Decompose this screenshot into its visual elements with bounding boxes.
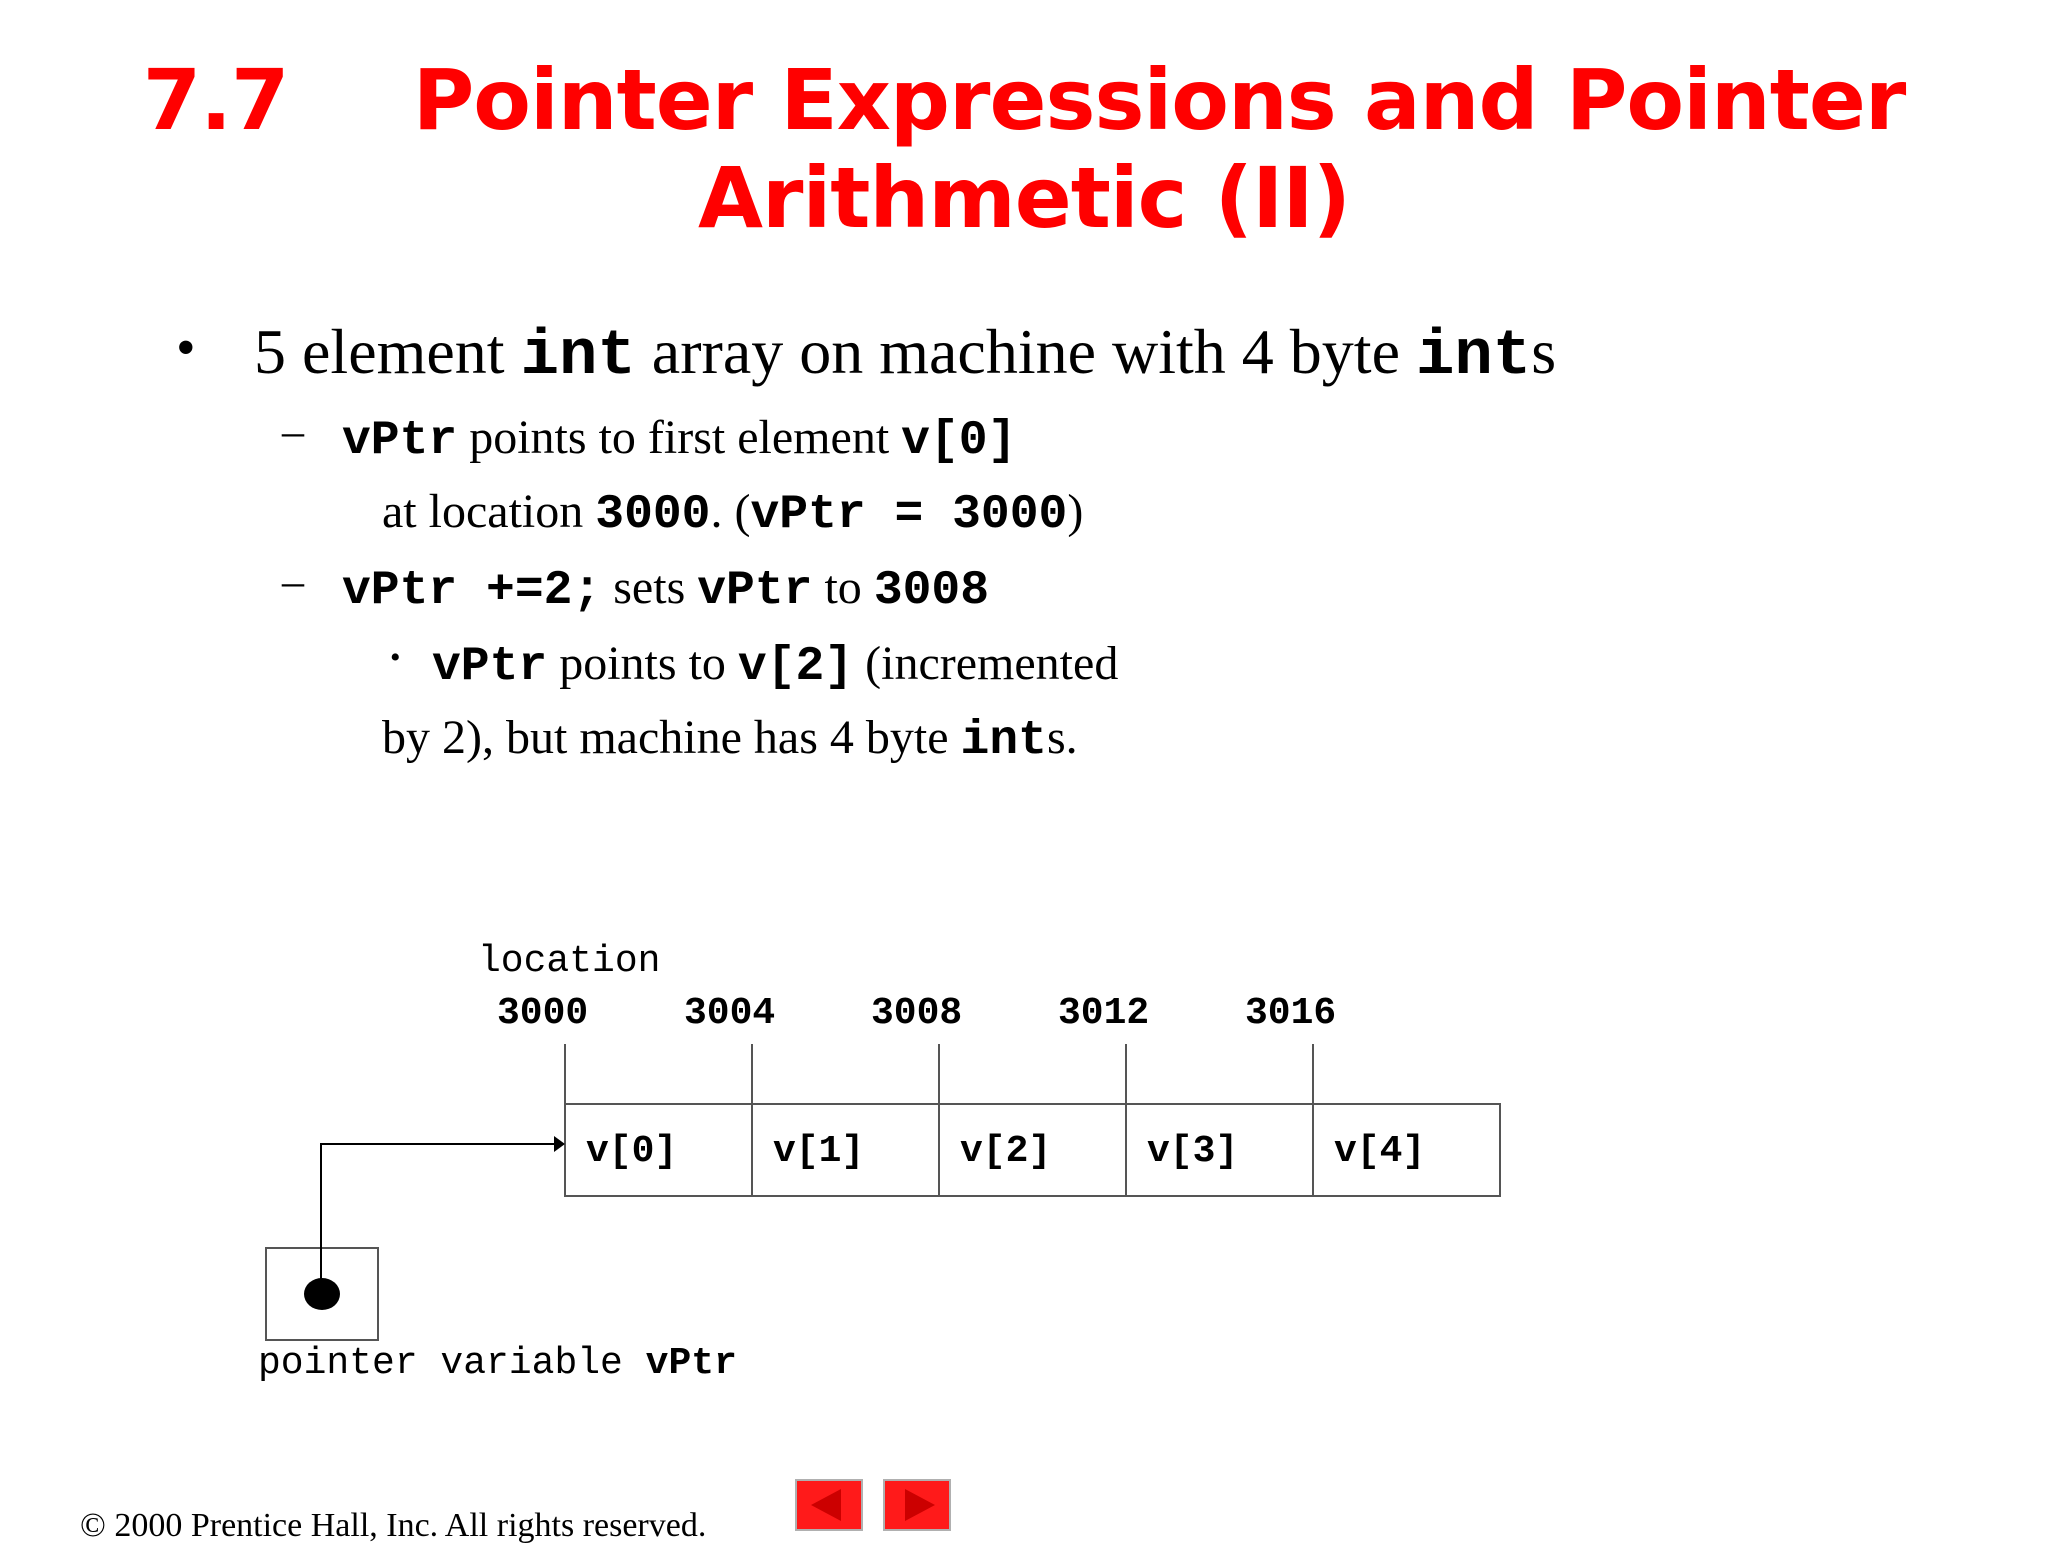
title-text-1: Pointer Expressions and Pointer — [412, 51, 1906, 149]
sub-sub-bullet-line-1: vPtr points to v[2] (incremented — [432, 637, 1119, 694]
address-3016: 3016 — [1245, 992, 1337, 1035]
section-number: 7.7 — [142, 51, 289, 149]
next-slide-button[interactable] — [883, 1479, 951, 1531]
location-label: location — [478, 940, 661, 983]
bullet-main: 5 element int array on machine with 4 byte ints — [254, 316, 1557, 393]
sub-bullet-2: vPtr +=2; sets vPtr to 3008 — [342, 561, 990, 618]
left-arrow-icon — [797, 1481, 861, 1529]
pointer-label: pointer variable vPtr — [258, 1342, 737, 1385]
pointer-arrowhead — [554, 1136, 565, 1152]
previous-slide-button[interactable] — [795, 1479, 863, 1531]
dash-marker-1: – — [282, 407, 304, 456]
right-arrow-icon — [885, 1481, 949, 1529]
sub-sub-bullet-line-2: by 2), but machine has 4 byte ints. — [382, 711, 1078, 768]
slide-title-line-2: Arithmetic (II) — [698, 149, 1350, 247]
address-3008: 3008 — [871, 992, 963, 1035]
address-3012: 3012 — [1058, 992, 1150, 1035]
dot-marker: • — [390, 641, 401, 674]
cell-v4: v[4] — [1334, 1130, 1426, 1173]
cell-v0: v[0] — [586, 1130, 678, 1173]
address-3000: 3000 — [497, 992, 589, 1035]
cell-v3: v[3] — [1147, 1130, 1239, 1173]
sub-bullet-1-line-2: at location 3000. (vPtr = 3000) — [382, 485, 1084, 542]
cell-v1: v[1] — [773, 1130, 865, 1173]
pointer-arrow-line — [321, 1144, 555, 1288]
copyright-footer: © 2000 Prentice Hall, Inc. All rights reserved. — [80, 1507, 707, 1544]
sub-bullet-1-line-1: vPtr points to first element v[0] — [342, 411, 1017, 468]
dash-marker-2: – — [282, 557, 304, 606]
cell-v2: v[2] — [960, 1130, 1052, 1173]
bullet-marker: • — [176, 317, 196, 379]
address-3004: 3004 — [684, 992, 776, 1035]
address-ticks — [565, 1044, 1313, 1104]
